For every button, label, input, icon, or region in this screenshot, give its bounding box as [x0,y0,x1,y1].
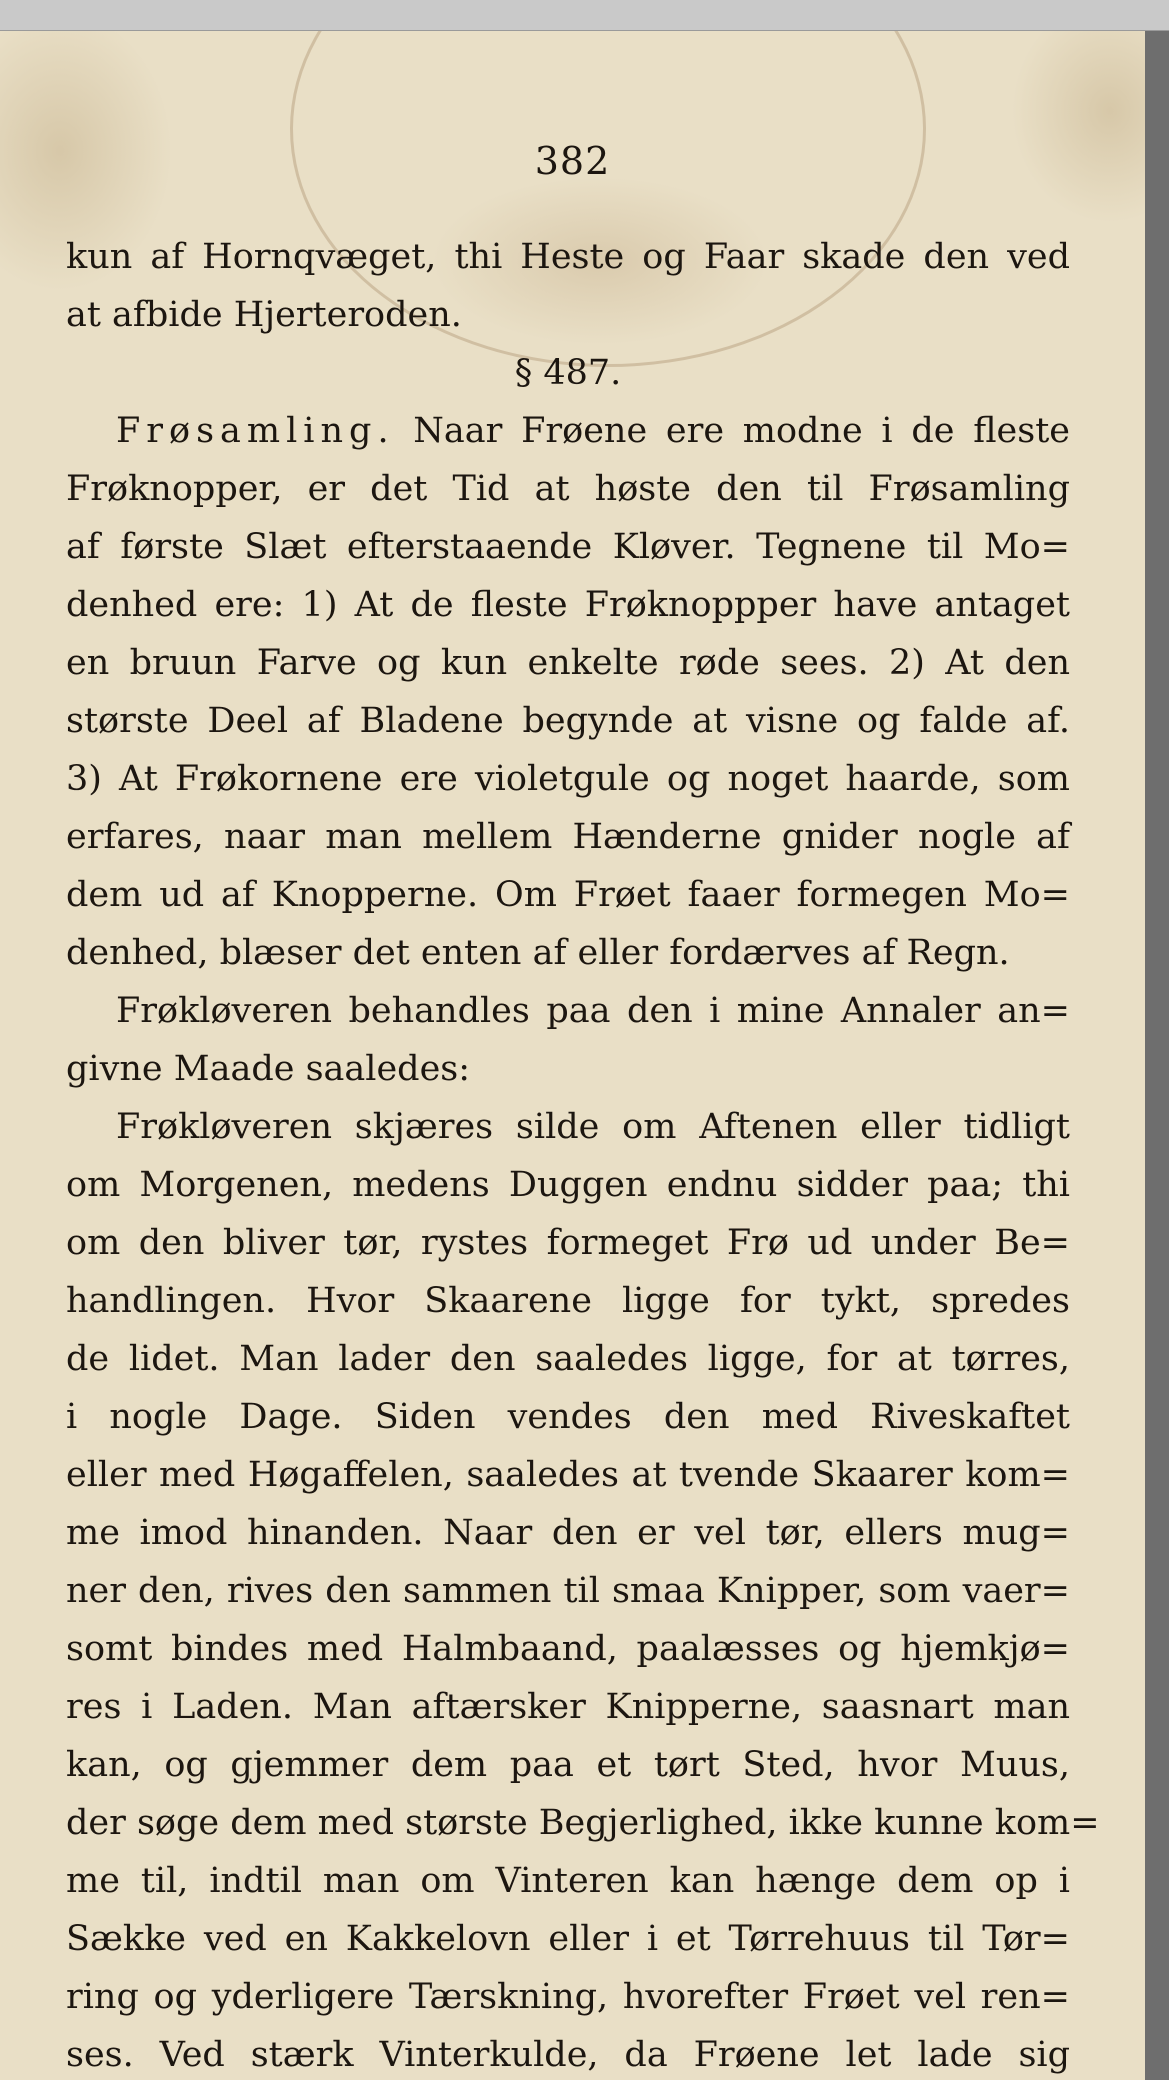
text-line-content: ring og yderligere Tærskning, hvorefter Frøet vel ren= [66,1977,1070,2017]
text-line [66,2026,1070,2080]
text-line-content: dem ud af Knopperne. Om Frøet faaer formegen Mo= [66,875,1070,915]
text-line [66,750,1070,808]
text-line [66,286,1070,344]
text-line [66,460,1070,518]
text-line [66,1910,1070,1968]
text-line-content: 3) At Frøkornene ere violetgule og noget haarde, som [66,759,1070,799]
text-line [66,1794,1100,1852]
text-line-content: ses. Ved stærk Vinterkulde, da Frøene let lade sig [66,2035,1070,2075]
text-line-content: handlingen. Hvor Skaarene ligge for tykt, spredes [66,1281,1070,1321]
text-line-content: i nogle Dage. Siden vendes den med Riveskaftet [66,1397,1070,1437]
page-text [66,228,1100,2080]
text-line-content: denhed ere: 1) At de fleste Frøknoppper have antaget [66,585,1070,625]
text-line-content: § 487. [514,353,622,393]
text-line-content: Sække ved en Kakkelovn eller i et Tørrehuus til Tør= [66,1919,1070,1959]
text-line [66,1330,1070,1388]
text-line-content: kan, og gjemmer dem paa et tørt Sted, hvor Muus, [66,1745,1070,1785]
text-line [66,518,1070,576]
text-line-content: Naar Frøene ere modne i de fleste [394,411,1070,451]
text-line [66,1678,1070,1736]
text-line-content: en bruun Farve og kun enkelte røde sees. 2) At den [66,643,1070,683]
section-lead-word: Frøsamling. [116,411,395,451]
text-line [66,1562,1070,1620]
text-line [66,1620,1070,1678]
text-line [66,1446,1070,1504]
text-line [66,982,1070,1040]
text-line [66,576,1070,634]
text-line [66,228,1070,286]
text-line-content: denhed, blæser det enten af eller fordærves af Regn. [66,933,1010,973]
text-line [66,1852,1070,1910]
text-line-content: om Morgenen, medens Duggen endnu sidder paa; thi [66,1165,1070,1205]
text-line [66,1098,1070,1156]
text-line [66,402,1070,460]
text-line-content: om den bliver tør, rystes formeget Frø ud under Be= [66,1223,1070,1263]
text-line-content: eller med Høgaffelen, saaledes at tvende Skaarer kom= [66,1455,1070,1495]
text-line [66,1272,1070,1330]
text-line-content: somt bindes med Halmbaand, paalæsses og hjemkjø= [66,1629,1070,1669]
text-line-content: de lidet. Man lader den saaledes ligge, for at tørres, [66,1339,1070,1379]
page-number: 382 [534,139,611,183]
text-line [66,1040,1070,1098]
book-page [0,31,1145,2080]
text-line [66,1214,1070,1272]
text-line [66,1504,1070,1562]
text-line-content: ner den, rives den sammen til smaa Knipper, som vaer= [66,1571,1070,1611]
text-line-content: der søge dem med største Begjerlighed, ikke kunne kom= [66,1803,1100,1843]
text-line [66,1968,1070,2026]
text-line [66,692,1070,750]
text-line-content: Frøknopper, er det Tid at høste den til Frøsamling [66,469,1070,509]
text-line [66,634,1070,692]
text-line-content: at afbide Hjerteroden. [66,295,462,335]
text-line-content: erfares, naar man mellem Hænderne gnider nogle af [66,817,1070,857]
text-line [66,1736,1070,1794]
text-line-content: største Deel af Bladene begynde at visne og falde af. [66,701,1070,741]
text-line [66,1156,1070,1214]
text-line [66,808,1070,866]
text-line-content: af første Slæt efterstaaende Kløver. Tegnene til Mo= [66,527,1070,567]
text-line-content: kun af Hornqvæget, thi Heste og Faar skade den ved [66,237,1070,277]
text-line-content: Frøkløveren skjæres silde om Aftenen eller tidligt [116,1107,1070,1147]
text-line [66,1388,1070,1446]
text-line-content: givne Maade saaledes: [66,1049,471,1089]
text-line-content: me til, indtil man om Vinteren kan hænge dem op i [66,1861,1070,1901]
text-line [66,866,1070,924]
viewer-right-edge [1145,31,1169,2080]
text-line [66,344,1070,402]
text-line-content: me imod hinanden. Naar den er vel tør, ellers mug= [66,1513,1070,1553]
text-line-content: Frøkløveren behandles paa den i mine Annaler an= [116,991,1070,1031]
text-line-content: res i Laden. Man aftærsker Knipperne, saasnart man [66,1687,1070,1727]
text-line [66,924,1070,982]
viewer-top-bar [0,0,1169,31]
